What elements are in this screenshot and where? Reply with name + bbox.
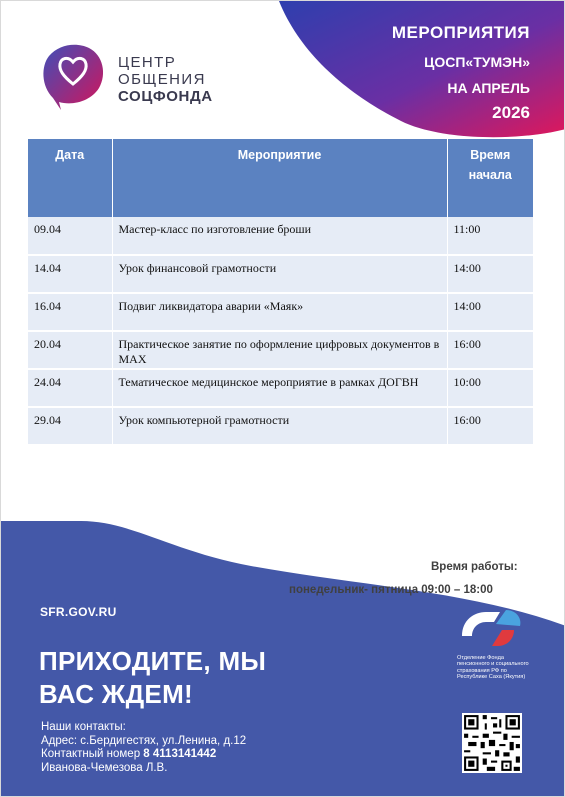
cell-time: 16:00 <box>447 407 533 445</box>
cell-time: 16:00 <box>447 331 533 369</box>
contacts-phone: Контактный номер 8 4113141442 <box>41 748 217 760</box>
title-line-4: 2026 <box>492 103 530 122</box>
table-row <box>28 293 533 331</box>
logo-line-1: ЦЕНТР <box>118 54 177 71</box>
cell-date: 20.04 <box>28 331 112 369</box>
sfr-logo-icon <box>456 606 526 652</box>
call-to-action <box>39 645 266 711</box>
working-hours-value: понедельник- пятница 09:00 – 18:00 <box>289 584 493 596</box>
cell-event: Тематическое медицинское мероприятие в рамках ДОГВН <box>112 369 447 407</box>
table-row <box>28 369 533 407</box>
cell-time: 14:00 <box>447 293 533 331</box>
table-header-row <box>28 139 533 217</box>
qr-code-icon <box>462 713 522 773</box>
cta-line-2: ВАС ЖДЕМ! <box>39 679 193 709</box>
cell-time: 10:00 <box>447 369 533 407</box>
cell-time: 14:00 <box>447 255 533 293</box>
column-header-event: Мероприятие <box>112 139 447 217</box>
cell-event: Урок финансовой грамотности <box>112 255 447 293</box>
phone-number[interactable]: 8 4113141442 <box>143 748 217 760</box>
cell-date: 24.04 <box>28 369 112 407</box>
cell-time: 11:00 <box>447 217 533 255</box>
website-link[interactable]: SFR.GOV.RU <box>40 605 117 619</box>
working-hours-label: Время работы: <box>431 561 518 573</box>
cell-date: 16.04 <box>28 293 112 331</box>
column-header-date: Дата <box>28 139 112 217</box>
events-table <box>28 139 533 446</box>
cell-date: 29.04 <box>28 407 112 445</box>
title-line-2: ЦОСП«ТУМЭН» <box>424 54 530 70</box>
contacts-address: Адрес: с.Бердигестях, ул.Ленина, д.12 <box>41 734 247 747</box>
cell-event: Подвиг ликвидатора аварии «Маяк» <box>112 293 447 331</box>
contacts-person: Иванова-Чемезова Л.В. <box>41 761 168 774</box>
logo-line-2: ОБЩЕНИЯ <box>118 71 206 88</box>
logo-text <box>118 54 213 105</box>
cell-event: Практическое занятие по оформление цифровых документов в MAX <box>112 331 447 369</box>
logo <box>39 38 229 110</box>
cell-date: 09.04 <box>28 217 112 255</box>
contacts-block <box>41 721 246 775</box>
table-row <box>28 217 533 255</box>
table-row <box>28 331 533 369</box>
column-header-time: Время начала <box>447 139 533 217</box>
poster-title <box>330 23 530 123</box>
contacts-title: Наши контакты: <box>41 721 126 733</box>
cell-event: Урок компьютерной грамотности <box>112 407 447 445</box>
table-row <box>28 407 533 445</box>
cta-line-1: ПРИХОДИТЕ, МЫ <box>39 646 267 676</box>
title-line-1: МЕРОПРИЯТИЯ <box>391 23 530 42</box>
heart-logo-icon <box>39 38 109 110</box>
title-line-3: НА АПРЕЛЬ <box>447 80 530 96</box>
cell-date: 14.04 <box>28 255 112 293</box>
table-row <box>28 255 533 293</box>
cell-event: Мастер-класс по изготовление броши <box>112 217 447 255</box>
logo-line-3: СОЦФОНДА <box>118 88 213 105</box>
sfr-caption: Отделение Фонда пенсионного и социального страхования РФ по Республике Саха (Якутия) <box>457 655 529 681</box>
